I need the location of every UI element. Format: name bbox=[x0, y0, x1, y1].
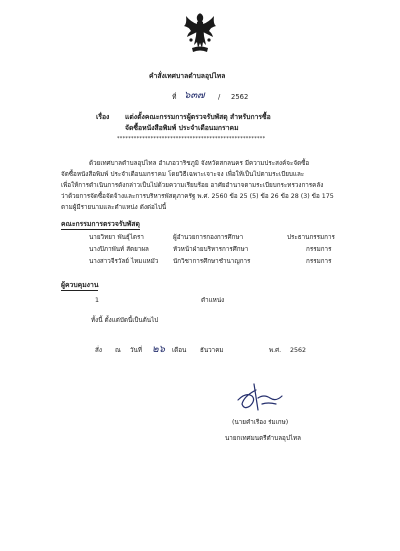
subject-line-2: จัดซื้อหนังสือพิมพ์ ประจำเดือนมกราคม bbox=[125, 124, 239, 132]
order-number-year: 2562 bbox=[231, 93, 249, 101]
body-line-2: จัดซื้อหนังสือพิมพ์ ประจำเดือนมกราคม โดยวิธีเฉพาะเจาะจง เพื่อให้เป็นไปตามระเบียบและ bbox=[61, 171, 305, 178]
committee-member-role-1: ประธานกรรมการ bbox=[287, 234, 335, 241]
order-year: 2562 bbox=[290, 347, 307, 354]
committee-member-name-1: นายวิทยา พันธุ์ไตรา bbox=[89, 234, 144, 241]
signatory-title: นายกเทศมนตรีตำบลอุปไทล bbox=[225, 435, 302, 442]
order-number-separator: / bbox=[218, 93, 221, 101]
committee-member-name-2: นางปิภาพันท์ สัตยาผล bbox=[89, 246, 149, 253]
order-number-handwritten: ๖๓๗ bbox=[184, 90, 205, 101]
order-day-handwritten: ๒๖ bbox=[152, 344, 165, 355]
committee-member-role-2: กรรมการ bbox=[306, 246, 332, 253]
supervisor-position-label: ตำแหน่ง bbox=[201, 297, 225, 304]
order-month-label: เดือน bbox=[172, 347, 187, 354]
order-number-label: ที่ bbox=[172, 93, 177, 101]
committee-member-position-1: ผู้อำนวยการกองการศึกษา bbox=[173, 234, 244, 241]
body-line-5: ตามผู้มีรายนามและตำแหน่ง ดังต่อไปนี้ bbox=[61, 204, 167, 211]
order-year-label: พ.ศ. bbox=[269, 347, 282, 354]
separator-stars: ***************************************************** bbox=[117, 136, 266, 142]
body-line-1: ด้วยเทศบาลตำบลอุปไทล อำเภอวาริชภูมิ จังหวัดสกลนคร มีความประสงค์จะจัดซื้อ bbox=[89, 160, 310, 167]
signature-icon bbox=[232, 380, 286, 414]
subject-line-1: แต่งตั้งคณะกรรมการผู้ตรวจรับพัสดุ สำหรับการซื้อ bbox=[125, 113, 271, 121]
subject-label: เรื่อง bbox=[96, 113, 110, 121]
supervisor-heading-text: ผู้ควบคุมงาน bbox=[61, 281, 99, 289]
order-at-label: ณ bbox=[115, 347, 121, 354]
committee-heading bbox=[61, 220, 140, 229]
body-line-3: เพื่อให้การดำเนินการดังกล่าวเป็นไปด้วยความเรียบร้อย อาศัยอำนาจตามระเบียบกระทรวงการคลัง bbox=[61, 182, 324, 189]
committee-member-position-3: นักวิชาการศึกษาชำนาญการ bbox=[173, 258, 251, 265]
committee-member-role-3: กรรมการ bbox=[306, 258, 332, 265]
order-month: ธันวาคม bbox=[200, 347, 224, 354]
supervisor-heading bbox=[61, 281, 98, 290]
document-title: คำสั่งเทศบาลตำบลอุปไทล bbox=[149, 72, 226, 80]
garuda-emblem-icon bbox=[183, 12, 217, 54]
order-label: สั่ง bbox=[95, 347, 102, 354]
effective-statement: ทั้งนี้ ตั้งแต่บัดนี้เป็นต้นไป bbox=[91, 317, 159, 324]
body-line-4: ว่าด้วยการจัดซื้อจัดจ้างและการบริหารพัสดุภาครัฐ พ.ศ. 2560 ข้อ 25 (5) ข้อ 26 ข้อ 28 (3) ข้อ 175 bbox=[61, 193, 334, 200]
committee-member-name-3: นางสาวจีรวัลย์ ไหมแหมัว bbox=[89, 258, 159, 265]
committee-member-position-2: หัวหน้าฝ่ายบริหารการศึกษา bbox=[173, 246, 249, 253]
committee-heading-text: คณะกรรมการตรวจรับพัสดุ bbox=[61, 220, 140, 228]
signatory-name: (นายคำเรือง ร่มเกษ) bbox=[232, 419, 289, 426]
order-day-label: วันที่ bbox=[130, 347, 142, 354]
supervisor-number: 1 bbox=[95, 297, 100, 304]
